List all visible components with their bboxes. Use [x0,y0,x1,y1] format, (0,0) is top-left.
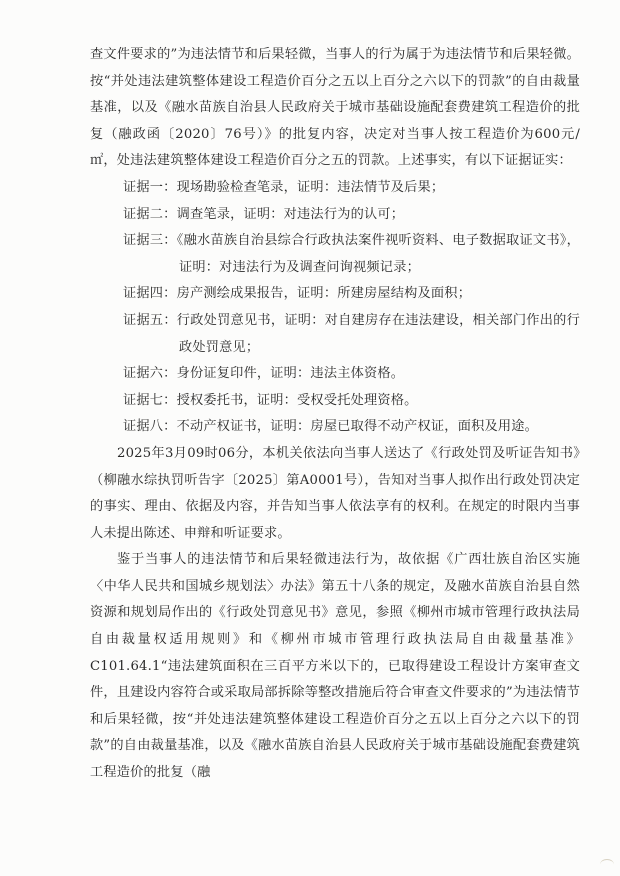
evidence-label: 证据八： [123,419,177,435]
evidence-text: 授权委托书，证明：受权受托处理资格。 [176,392,418,408]
opening-paragraph: 查文件要求的”为违法情节和后果轻微，当事人的行为属于为违法情节和后果轻微。按“并处违法建筑整体建设工程造价百分之五以上百分之六以下的罚款”的自由裁量基准，以及《融水苗族自治县人民政府关于城市基础设施配套费建筑工程造价的批复（融政函〔2020〕76号）》的批复内容，决定对当事人按工程造价为600元/㎡，处违法建筑整体建设工程造价百分之五的罚款。上述事实，有以下证据证实： [90,47,580,169]
evidence-text: 现场勘验检查笔录，证明：违法情节及后果； [176,179,445,195]
evidence-label: 证据四： [123,286,177,302]
evidence-item-7 [123,388,580,415]
evidence-text: 《融水苗族自治县综合行政执法案件视听资料、电子数据取证文书》，证明：对违法行为及调查问询视频记录； [176,233,580,275]
evidence-label: 证据七： [123,392,177,408]
evidence-item-3 [123,228,580,281]
evidence-text: 不动产权证书，证明：房屋已取得不动产权证，面积及用途。 [176,419,539,435]
evidence-item-2 [123,202,580,229]
evidence-text: 行政处罚意见书，证明：对自建房存在违法建设，相关部门作出的行政处罚意见； [176,312,580,355]
document-body [90,42,580,787]
evidence-label: 证据五： [123,312,177,328]
evidence-item-8 [123,414,580,441]
evidence-item-1 [123,175,580,202]
evidence-label: 证据六： [123,366,177,382]
evidence-label: 证据三： [123,233,177,249]
notice-paragraph: 2025年3月09时06分，本机关依法向当事人送达了《行政处罚及听证告知书》（柳融水综执罚听告字〔2025〕第A0001号），告知对当事人拟作出行政处罚决定的事实、理由、依据及内容，并告知当事人依法享有的权利。在规定的时限内当事人未提出陈述、申辩和听证要求。 [90,445,580,541]
evidence-item-4 [123,281,580,308]
evidence-text: 身份证复印件，证明：违法主体资格。 [176,366,405,382]
page-corner-mark [600,859,614,870]
evidence-item-5 [123,308,580,361]
evidence-label: 证据二： [123,206,177,222]
decision-paragraph: 鉴于当事人的违法情节和后果轻微违法行为，故依据《广西壮族自治区实施〈中华人民共和国城乡规划法〉办法》第五十八条的规定，及融水苗族自治县自然资源和规划局作出的《行政处罚意见书》意见，参照《柳州市城市管理行政执法局自由裁量权适用规则》和《柳州市城市管理行政执法局自由裁量基准》C101.64.1“违法建筑面积在三百平方米以下的，已取得建设工程设计方案审查文件，且建设内容符合或采取局部拆除等整改措施后符合审查文件要求的”为违法情节和后果轻微，按“并处违法建筑整体建设工程造价百分之五以上百分之六以下的罚款”的自由裁量基准，以及《融水苗族自治县人民政府关于城市基础设施配套费建筑工程造价的批复（融 [90,552,580,781]
evidence-text: 调查笔录，证明：对违法行为的认可； [176,206,405,222]
evidence-label: 证据一： [123,179,177,195]
evidence-item-6 [123,361,580,388]
evidence-text: 房产测绘成果报告，证明：所建房屋结构及面积； [176,286,472,302]
